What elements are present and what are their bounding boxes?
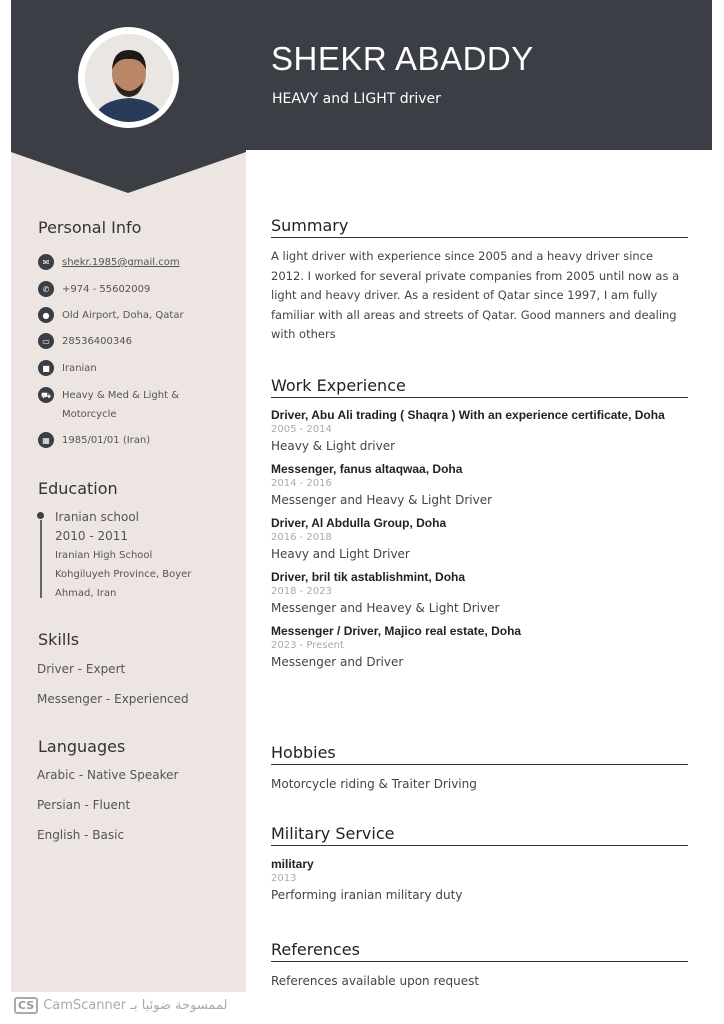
skill-item: Driver - Expert xyxy=(37,662,126,676)
personal-email[interactable] xyxy=(38,253,192,272)
phone-text: +974 - 55602009 xyxy=(62,284,151,295)
education-heading: Education xyxy=(38,479,118,498)
hobbies-heading: Hobbies xyxy=(271,743,688,765)
hobbies-text: Motorcycle riding & Traiter Driving xyxy=(271,777,477,791)
phone-icon: ✆ xyxy=(38,281,54,297)
job-dates: 2023 - Present xyxy=(271,640,344,651)
job-title: Messenger / Driver, Majico real estate, Doha xyxy=(271,624,522,638)
job-description: Messenger and Driver xyxy=(271,655,404,669)
personal-nationality xyxy=(38,359,192,378)
work-experience-list xyxy=(271,408,688,678)
camscanner-logo: CS xyxy=(14,997,38,1014)
language-item: Persian - Fluent xyxy=(37,798,131,812)
military-year: 2013 xyxy=(271,873,297,884)
military-title: military xyxy=(271,857,314,871)
job-entry xyxy=(271,624,688,670)
school-place: Kohgiluyeh Province, Boyer Ahmad, Iran xyxy=(55,569,192,599)
candidate-role: HEAVY and LIGHT driver xyxy=(272,91,441,107)
job-description: Messenger and Heavey & Light Driver xyxy=(271,601,500,615)
skills-heading: Skills xyxy=(38,630,80,649)
email-icon: ✉ xyxy=(38,254,54,270)
candidate-name: SHEKR ABADDY xyxy=(271,40,534,77)
car-icon: ⛟ xyxy=(38,387,54,403)
job-dates: 2018 - 2023 xyxy=(271,586,332,597)
personal-phone xyxy=(38,280,192,299)
job-title: Driver, Al Abdulla Group, Doha xyxy=(271,516,447,530)
timeline-line xyxy=(40,520,42,598)
camscanner-text: CamScanner لممسوحة ضوئيا بـ xyxy=(43,998,228,1013)
flag-icon: ■ xyxy=(38,360,54,376)
skill-item: Messenger - Experienced xyxy=(37,692,189,706)
personal-id xyxy=(38,332,192,351)
header-chevron xyxy=(11,149,246,194)
profile-photo xyxy=(78,27,179,128)
job-entry xyxy=(271,570,688,616)
job-title: Driver, bril tik astablishmint, Doha xyxy=(271,570,466,584)
license-text: Heavy & Med & Light & Motorcycle xyxy=(62,390,180,420)
location-text: Old Airport, Doha, Qatar xyxy=(62,310,184,321)
languages-heading: Languages xyxy=(38,737,126,756)
summary-heading: Summary xyxy=(271,216,688,238)
email-link[interactable]: shekr.1985@gmail.com xyxy=(62,257,180,268)
education-entry xyxy=(55,508,200,603)
nationality-text: Iranian xyxy=(62,363,97,374)
job-title: Driver, Abu Ali trading ( Shaqra ) With an experience certificate, Doha xyxy=(271,408,665,422)
location-icon: ● xyxy=(38,307,54,323)
birthdate-text: 1985/01/01 (Iran) xyxy=(62,435,151,446)
id-text: 28536400346 xyxy=(62,336,132,347)
summary-text: A light driver with experience since 2005 and a heavy driver since 2012. I worked for several private companies from 2005 until now as a light and heavy driver. As a resident of Qatar since 1997, I am fully familiar with all areas and streets of Qatar. Good manners and dealing with others xyxy=(271,249,680,341)
job-entry xyxy=(271,516,688,562)
military-description: Performing iranian military duty xyxy=(271,888,463,902)
language-item: Arabic - Native Speaker xyxy=(37,768,179,782)
job-dates: 2005 - 2014 xyxy=(271,424,332,435)
personal-info-heading: Personal Info xyxy=(38,218,142,237)
work-experience-heading: Work Experience xyxy=(271,376,688,398)
language-item: English - Basic xyxy=(37,828,125,842)
personal-birthdate xyxy=(38,431,192,450)
job-description: Messenger and Heavy & Light Driver xyxy=(271,493,493,507)
military-heading: Military Service xyxy=(271,824,688,846)
id-card-icon: ▭ xyxy=(38,333,54,349)
job-description: Heavy and Light Driver xyxy=(271,547,410,561)
timeline-dot-icon xyxy=(37,512,44,519)
school-years: 2010 - 2011 xyxy=(55,529,129,543)
school-name: Iranian school xyxy=(55,510,140,524)
job-entry xyxy=(271,408,688,454)
job-dates: 2014 - 2016 xyxy=(271,478,332,489)
military-entry xyxy=(271,857,688,911)
job-dates: 2016 - 2018 xyxy=(271,532,332,543)
job-title: Messenger, fanus altaqwaa, Doha xyxy=(271,462,463,476)
personal-location xyxy=(38,306,192,325)
references-heading: References xyxy=(271,940,688,962)
camscanner-watermark xyxy=(14,997,228,1014)
calendar-icon: ▦ xyxy=(38,432,54,448)
job-description: Heavy & Light driver xyxy=(271,439,396,453)
school-degree: Iranian High School xyxy=(55,550,153,561)
personal-license xyxy=(38,386,192,424)
references-text: References available upon request xyxy=(271,974,480,988)
job-entry xyxy=(271,462,688,508)
